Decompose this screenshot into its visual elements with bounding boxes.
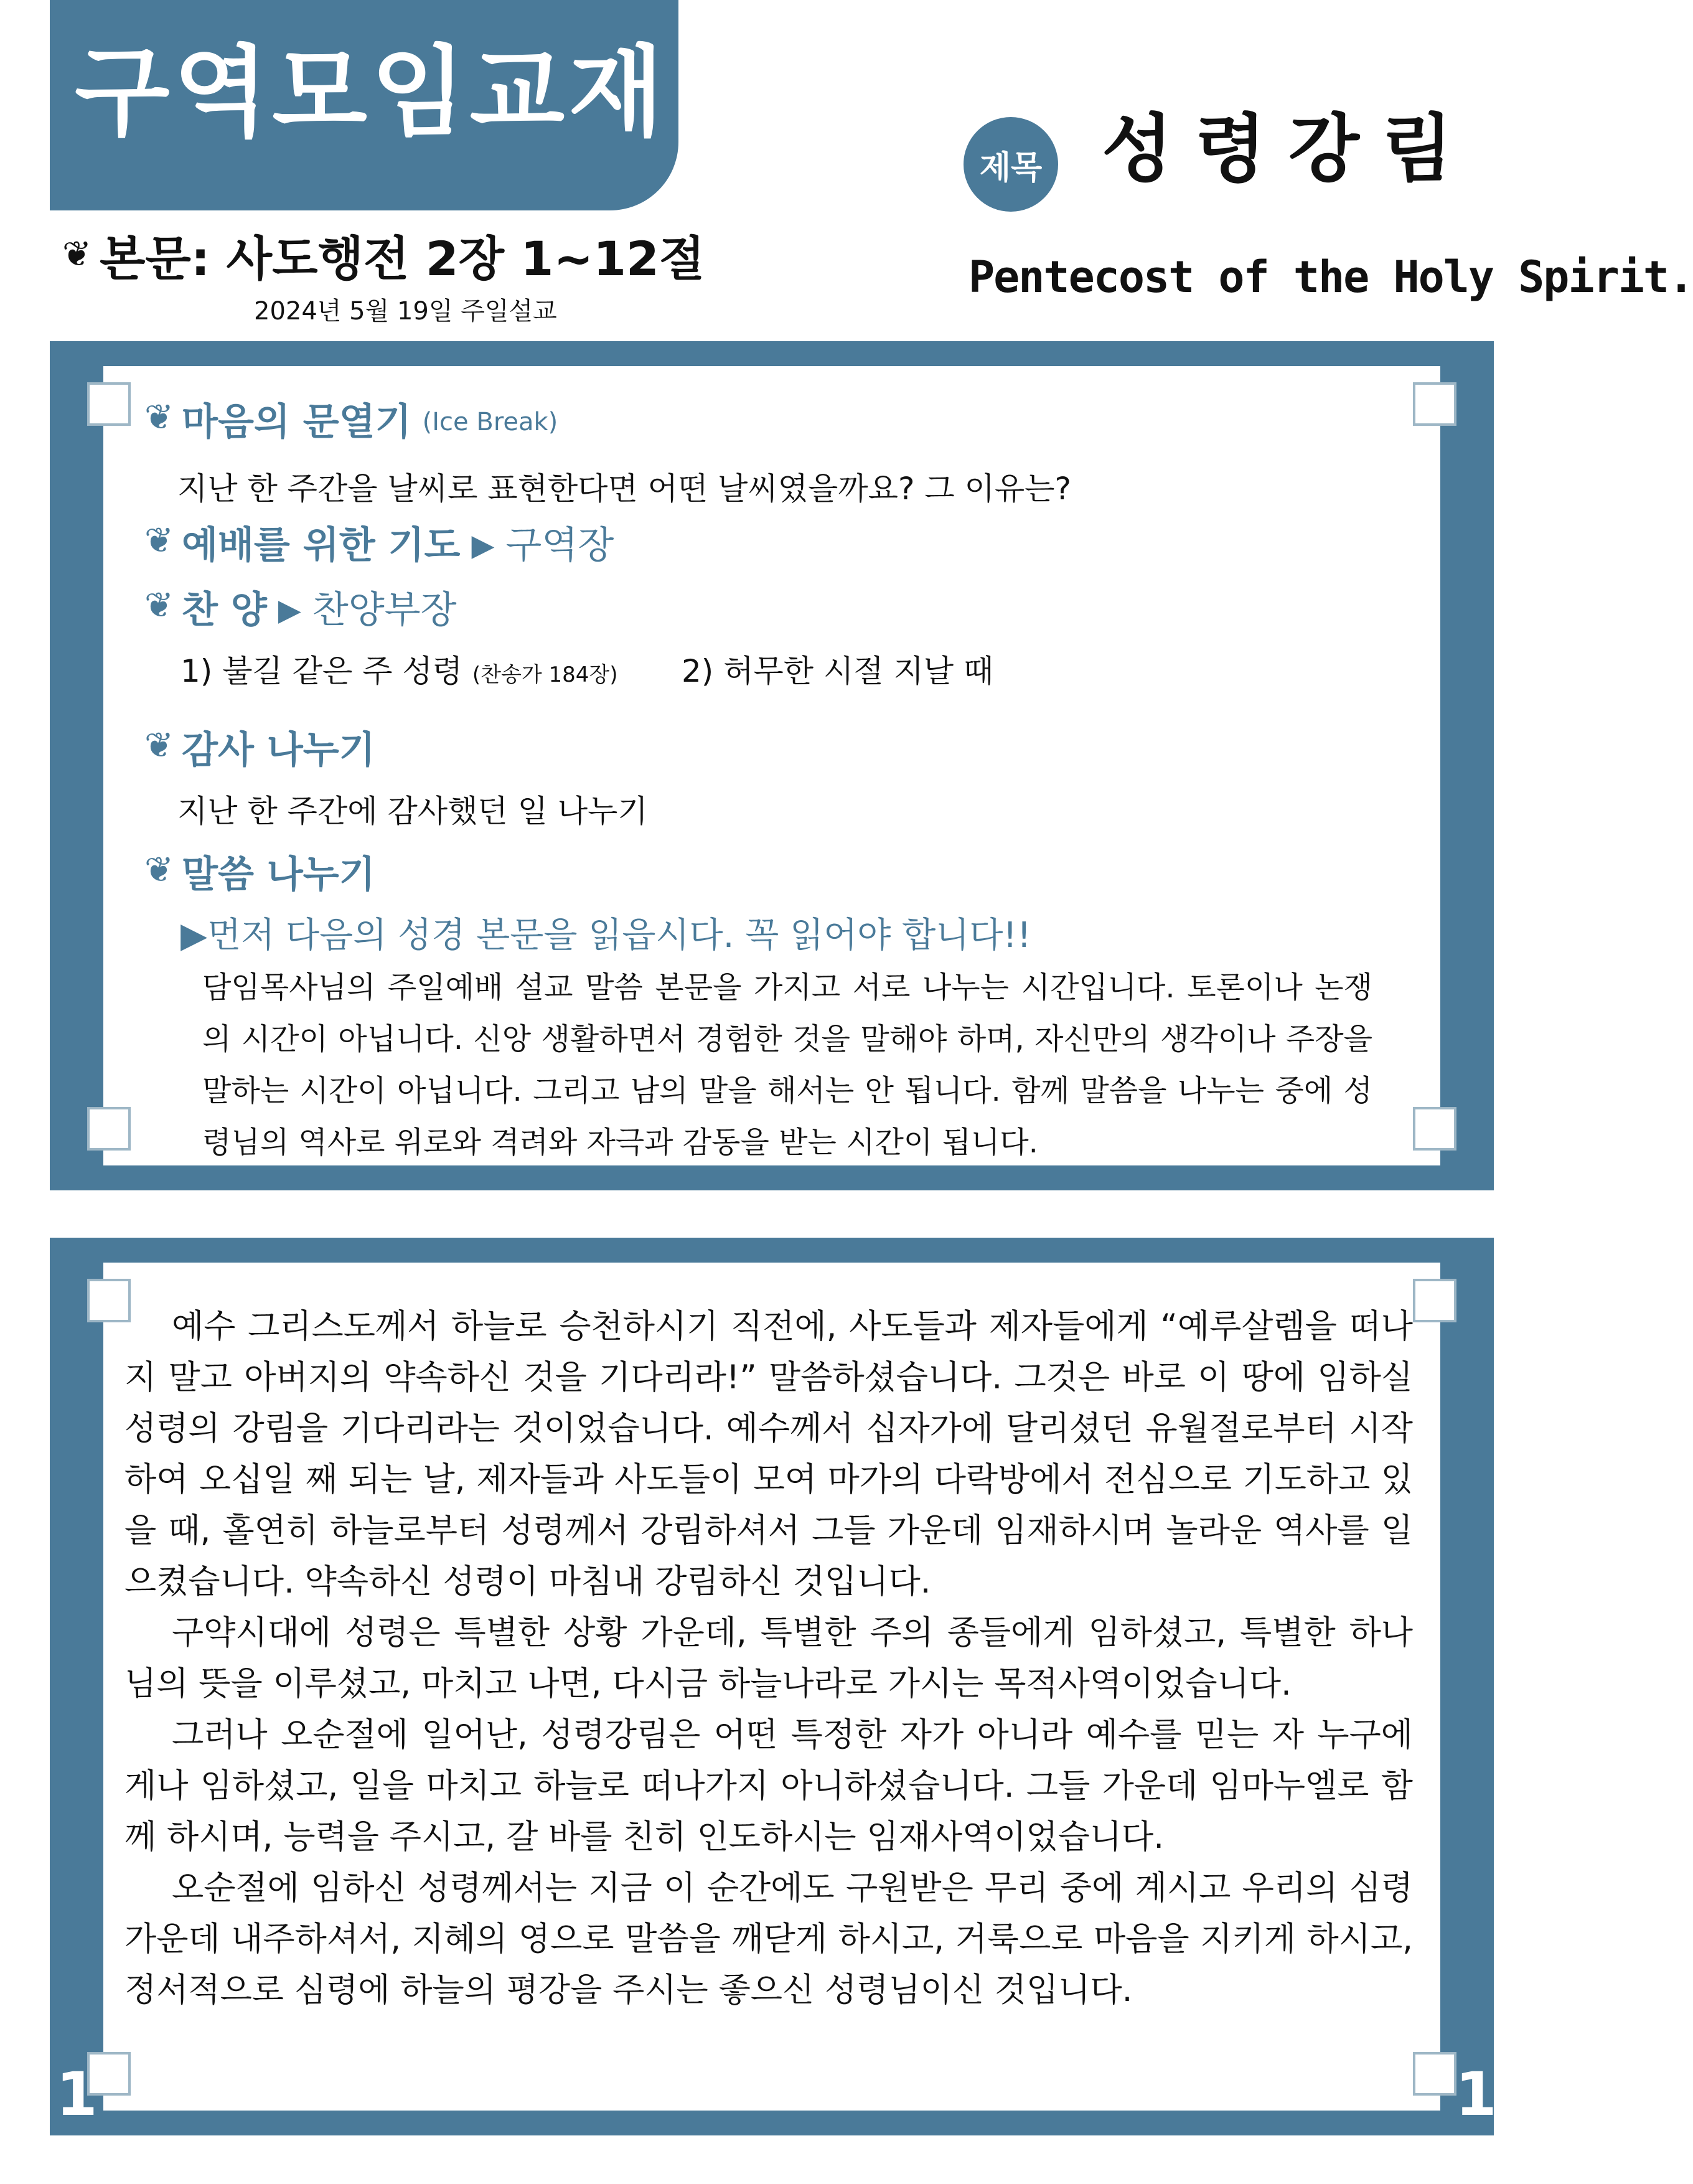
page-number-right: 1: [1455, 2059, 1497, 2129]
thanks-text: 지난 한 주간에 감사했던 일 나누기: [177, 793, 648, 829]
heart-flower-icon: [144, 859, 176, 890]
sermon-paragraph: 구약시대에 성령은 특별한 상황 가운데, 특별한 주의 종들에게 임하셨고, 특별한 하나님의 뜻을 이루셨고, 마치고 나면, 다시금 하늘나라로 가시는 목적사역이었습니다.: [124, 1614, 1413, 1703]
sermon-text: [124, 1301, 1413, 2016]
corner-ornament: [87, 382, 131, 426]
sermon-date: 2024년 5월 19일 주일설교: [254, 297, 557, 326]
ice-break-question: 지난 한 주간을 날씨로 표현한다면 어떤 날씨였을까요? 그 이유는?: [177, 471, 1072, 507]
sermon-paragraph: 그러나 오순절에 일어난, 성령강림은 어떤 특정한 자가 아니라 예수를 믿는 자 누구에게나 임하셨고, 일을 마치고 하늘로 떠나가지 아니하셨습니다. 그들 가운데 임마누엘로 함께 하시며, 능력을 주시고, 갈 바를 친히 인도하시는 임재사역이었습니다.: [124, 1716, 1413, 1856]
corner-ornament: [87, 1107, 131, 1151]
heart-flower-icon: [144, 595, 176, 626]
heart-flower-icon: [62, 243, 93, 275]
ice-break-heading: ❦ 마음의 문열기 (Ice Break): [144, 403, 558, 441]
series-title: 구역모임교재: [75, 35, 667, 150]
word-sharing-heading: ❦ 말씀 나누기: [144, 856, 375, 893]
corner-ornament: [1413, 382, 1456, 426]
corner-ornament: [1413, 1107, 1456, 1151]
heart-flower-icon: [144, 735, 176, 766]
heart-flower-icon: [144, 530, 176, 561]
corner-ornament: [1413, 1279, 1456, 1322]
scripture-reference: [62, 231, 705, 286]
english-title: Pentecost of the Holy Spirit.: [968, 252, 1693, 303]
hymn-number: (찬송가 184장): [472, 662, 618, 687]
sermon-paragraph: 오순절에 임하신 성령께서는 지금 이 순간에도 구원받은 무리 중에 계시고 우리의 심령 가운데 내주하셔서, 지혜의 영으로 말씀을 깨닫게 하시고, 거룩으로 마음을 지키게 하시고, 정서적으로 심령에 하늘의 평강을 주시는 좋으신 성령님이신 것입니다.: [124, 1869, 1413, 2009]
hymn-2: 2) 허무한 시절 지날 때: [682, 653, 994, 689]
page-number-left: 1: [56, 2059, 98, 2129]
heart-flower-icon: [144, 407, 176, 438]
subject-badge: 제목: [964, 117, 1058, 212]
reading-notice: ▶먼저 다음의 성경 본문을 읽읍시다. 꼭 읽어야 합니다!!: [181, 915, 1031, 956]
corner-ornament: [1413, 2052, 1456, 2096]
prayer-heading: ❦ 예배를 위한 기도 ▶ 구역장: [144, 527, 614, 564]
triangle-arrow-icon: ▶: [278, 593, 301, 628]
subject-title: 성령강림: [1102, 106, 1475, 192]
scripture-label: 본문: 사도행전 2장 1~12절: [100, 231, 705, 286]
sharing-guidelines: 담임목사님의 주일예배 설교 말씀 본문을 가지고 서로 나누는 시간입니다. 토론이나 논쟁의 시간이 아닙니다. 신앙 생활하면서 경험한 것을 말해야 하며, 자신만의 생각이나 주장을 말하는 시간이 아닙니다. 그리고 남의 말을 해서는 안 됩니다. 함께 말씀을 나누는 중에 성령님의 역사로 위로와 격려와 자극과 감동을 받는 시간이 됩니다.: [202, 970, 1372, 1160]
sermon-paragraph: 예수 그리스도께서 하늘로 승천하시기 직전에, 사도들과 제자들에게 “예루살렘을 떠나지 말고 아버지의 약속하신 것을 기다리라!” 말씀하셨습니다. 그것은 바로 이 땅에 임하실 성령의 강림을 기다리라는 것이었습니다. 예수께서 십자가에 달리셨던 유월절로부터 시작하여 오십일 째 되는 날, 제자들과 사도들이 모여 마가의 다락방에서 전심으로 기도하고 있을 때, 홀연히 하늘로부터 성령께서 강림하셔서 그들 가운데 임재하시며 놀라운 역사를 일으켰습니다. 약속하신 성령이 마침내 강림하신 것입니다.: [124, 1307, 1413, 1601]
hymn-1: 1) 불길 같은 주 성령 (찬송가 184장): [181, 653, 618, 689]
triangle-arrow-icon: ▶: [471, 528, 495, 563]
thanks-heading: ❦ 감사 나누기: [144, 732, 375, 769]
praise-heading: ❦ 찬 양 ▶ 찬양부장: [144, 591, 457, 629]
